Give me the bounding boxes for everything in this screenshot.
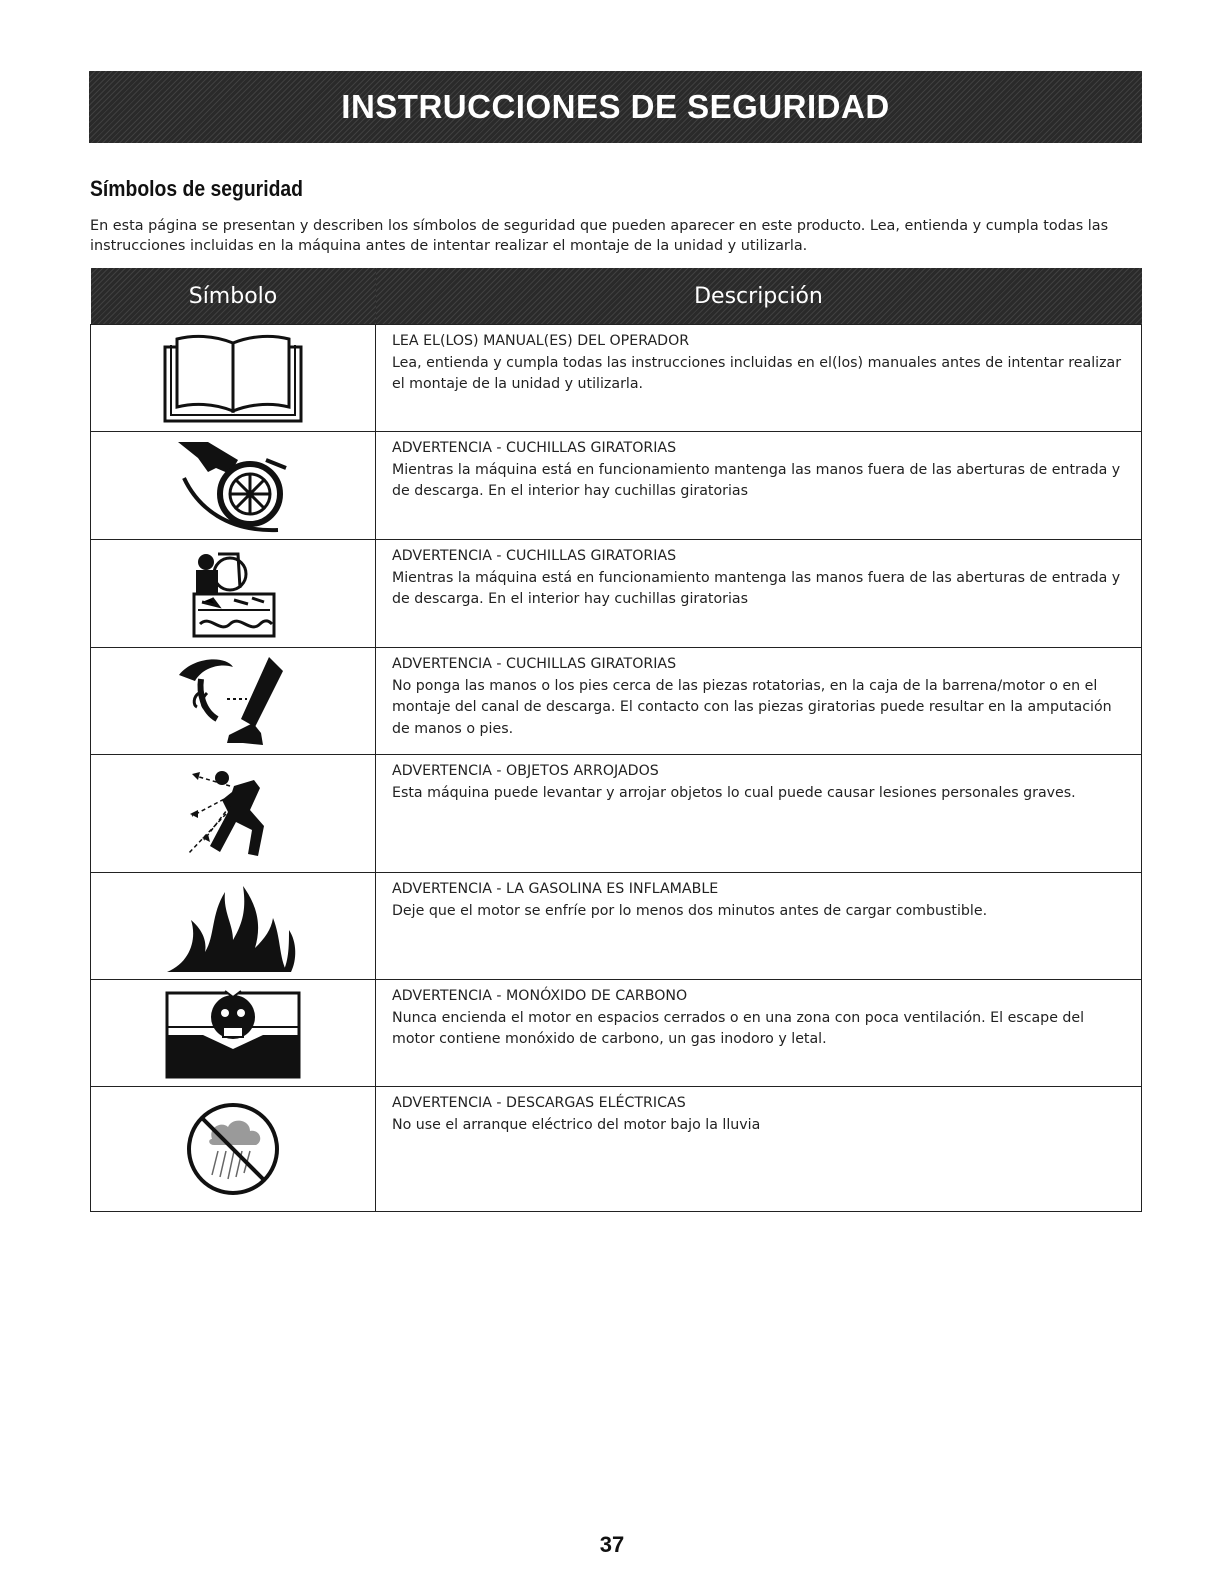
row-text: Mientras la máquina está en funcionamiento mantenga las manos fuera de las aberturas de entrada y de descarga. En el interior hay cuchillas giratorias	[392, 461, 1121, 499]
flame-icon	[163, 878, 303, 974]
row-title: ADVERTENCIA - CUCHILLAS GIRATORIAS	[392, 548, 677, 564]
table-row	[91, 755, 1142, 873]
row-text: Nunca encienda el motor en espacios cerrados o en una zona con poca ventilación. El escape del motor contiene monóxido de carbono, un gas inodoro y letal.	[392, 1009, 1085, 1047]
row-text: Deje que el motor se enfríe por lo menos dos minutos antes de cargar combustible.	[392, 902, 988, 919]
table-row	[91, 980, 1142, 1087]
symbol-cell	[91, 980, 376, 1087]
hand-foot-blade-icon	[173, 653, 293, 749]
row-title: ADVERTENCIA - DESCARGAS ELÉCTRICAS	[392, 1095, 686, 1111]
rotating-blades-hand-icon	[168, 438, 298, 534]
table-row	[91, 432, 1142, 540]
row-text: Mientras la máquina está en funcionamiento mantenga las manos fuera de las aberturas de entrada y de descarga. En el interior hay cuchillas giratorias	[392, 569, 1121, 607]
table-row	[91, 325, 1142, 432]
description-cell	[376, 755, 1142, 873]
row-text: Esta máquina puede levantar y arrojar objetos lo cual puede causar lesiones personales graves.	[392, 784, 1076, 801]
intro-paragraph: En esta página se presentan y describen los símbolos de seguridad que pueden aparecer en este producto. Lea, entienda y cumpla todas las instrucciones incluidas en la máquina antes de intentar realizar el montaje de la unidad y utilizarla.	[90, 218, 1109, 254]
thrown-objects-icon	[178, 766, 288, 862]
table-header-row	[91, 268, 1142, 325]
row-text: Lea, entienda y cumpla todas las instrucciones incluidas en el(los) manuales antes de intentar realizar el montaje de la unidad y utilizarla.	[392, 354, 1122, 392]
description-cell	[376, 432, 1142, 540]
description-cell	[376, 1087, 1142, 1212]
carbon-monoxide-icon	[163, 987, 303, 1079]
description-cell	[376, 325, 1142, 432]
rotating-auger-icon	[188, 548, 278, 640]
safety-symbols-table	[90, 268, 1142, 1212]
no-rain-icon	[178, 1097, 288, 1201]
page-number: 37	[599, 1532, 625, 1557]
row-text: No ponga las manos o los pies cerca de las piezas rotatorias, en la caja de la barrena/motor o en el montaje del canal de descarga. El contacto con las piezas giratorias puede resultar en la amputación de manos o pies.	[392, 677, 1112, 737]
section-title: Símbolos de seguridad	[90, 176, 304, 201]
symbol-cell	[91, 648, 376, 755]
description-cell	[376, 648, 1142, 755]
row-title: ADVERTENCIA - CUCHILLAS GIRATORIAS	[392, 656, 677, 672]
page-header-title: INSTRUCCIONES DE SEGURIDAD	[341, 88, 890, 125]
symbol-cell	[91, 873, 376, 980]
table-row	[91, 873, 1142, 980]
column-header-description: Descripción	[376, 268, 1142, 325]
operator-manual-icon	[163, 333, 303, 423]
table-row	[91, 1087, 1142, 1212]
table-row	[91, 648, 1142, 755]
symbol-cell	[91, 432, 376, 540]
description-cell	[376, 540, 1142, 648]
symbol-cell	[91, 1087, 376, 1212]
description-cell	[376, 980, 1142, 1087]
column-header-symbol: Símbolo	[91, 268, 376, 325]
symbol-cell	[91, 540, 376, 648]
row-title: ADVERTENCIA - CUCHILLAS GIRATORIAS	[392, 440, 677, 456]
row-title: ADVERTENCIA - LA GASOLINA ES INFLAMABLE	[392, 881, 719, 897]
header-banner	[89, 71, 1142, 143]
symbol-cell	[91, 755, 376, 873]
symbol-cell	[91, 325, 376, 432]
row-text: No use el arranque eléctrico del motor bajo la lluvia	[392, 1116, 761, 1133]
row-title: LEA EL(LOS) MANUAL(ES) DEL OPERADOR	[392, 333, 690, 349]
description-cell	[376, 873, 1142, 980]
row-title: ADVERTENCIA - MONÓXIDO DE CARBONO	[392, 988, 688, 1004]
table-row	[91, 540, 1142, 648]
row-title: ADVERTENCIA - OBJETOS ARROJADOS	[392, 763, 659, 779]
